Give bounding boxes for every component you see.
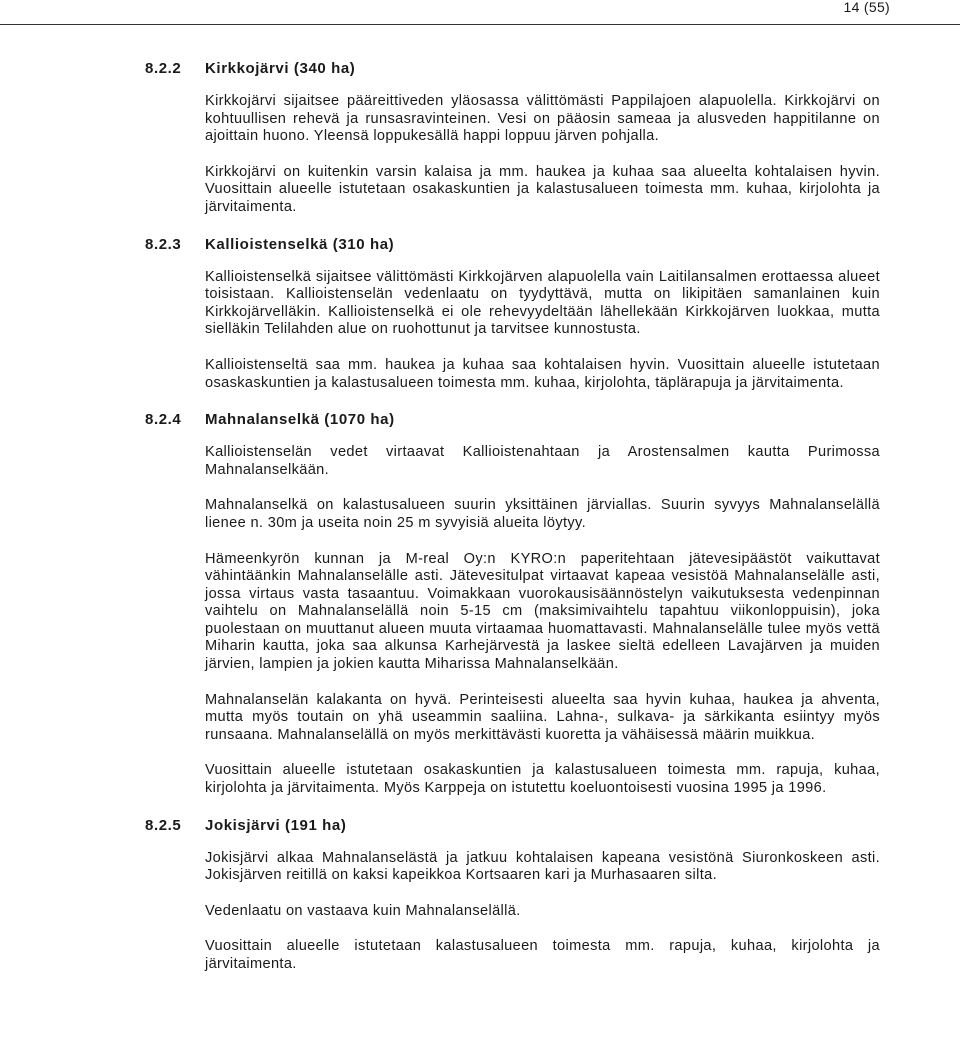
section-kallioistenselka [145, 235, 880, 393]
paragraph: Jokisjärvi alkaa Mahnalanselästä ja jatkuu kohtalaisen kapeana vesistönä Siuronkoskeen asti. Jokisjärven reitillä on kaksi kapeikkoa Kortsaaren kari ja Murhasaaren silta. [205, 849, 880, 884]
paragraph: Mahnalanselän kalakanta on hyvä. Perinteisesti alueelta saa hyvin kuhaa, haukea ja ahventa, mutta myös toutain on yhä useammin saaliina. Lahna-, sulkava- ja särkikanta esiintyy myös runsaana. Mahnalanselällä on myös merkittävästi kuoretta ja vähäisessä määrin muikkua. [205, 691, 880, 743]
section-mahnalanselka [145, 410, 880, 798]
section-heading [145, 410, 880, 430]
section-title: Kirkkojärvi (340 ha) [205, 60, 356, 77]
document-body [145, 59, 880, 974]
section-text [205, 444, 880, 798]
section-text [205, 269, 880, 393]
section-heading [145, 235, 880, 255]
paragraph: Mahnalanselkä on kalastusalueen suurin yksittäinen järviallas. Suurin syvyys Mahnalanselällä lienee n. 30m ja useita noin 25 m syvyisiä alueita löytyy. [205, 497, 880, 531]
paragraph: Kallioistenselkä sijaitsee välittömästi Kirkkojärven alapuolella vain Laitilansalmen erottaessa alueet toisistaan. Kallioistenselän vedenlaatu on tyydyttävä, mutta on likipitäen samanlainen kuin Kirkkojärvelläkin. Kallioistenselkä ei ole rehevyydeltään lähellekään Kirkkojärven luokkaa, mutta sielläkin Telilahden alue on ruohottunut ja tarvitsee kunnostusta. [205, 268, 880, 338]
paragraph: Kirkkojärvi sijaitsee pääreittiveden yläosassa välittömästi Pappilajoen alapuolella. Kirkkojärvi on kohtuullisen rehevä ja runsasravinteinen. Vesi on pääosin sameaa ja alusveden happitilanne on ajoittain huono. Yleensä loppukesällä happi loppuu järven pohjalla. [205, 93, 880, 145]
paragraph: Kirkkojärvi on kuitenkin varsin kalaisa ja mm. haukea ja kuhaa saa alueelta kohtalaisen hyvin. Vuosittain alueelle istutetaan osakaskuntien ja kalastusalueen toimesta mm. kuhaa, kirjolohta ja järvitaimenta. [205, 163, 880, 215]
section-title: Mahnalanselkä (1070 ha) [205, 411, 395, 429]
paragraph: Kallioistenselän vedet virtaavat Kallioistenahtaan ja Arostensalmen kautta Purimossa Mahnalanselkään. [205, 444, 880, 478]
header-rule [0, 24, 960, 25]
page-number: 14 (55) [843, 0, 890, 15]
section-kirkkojarvi [145, 59, 880, 217]
paragraph: Vuosittain alueelle istutetaan kalastusalueen toimesta mm. rapuja, kuhaa, kirjolohta ja järvitaimenta. [205, 938, 880, 972]
section-number: 8.2.3 [145, 235, 182, 253]
section-title: Jokisjärvi (191 ha) [205, 816, 347, 834]
paragraph: Hämeenkyrön kunnan ja M-real Oy:n KYRO:n paperitehtaan jätevesipäästöt vaikuttavat vähintäänkin Mahnalanselälle asti. Jätevesitulpat virtaavat kapeaa vesistöä Mahnalanselälle asti, jossa virtaus vasta tasaantuu. Voimakkaan vuorokausisäännöstelyn vaikutuksesta vedenpinnan vaihtelu on Mahnalanselällä noin 5-15 cm (maksimivaihtelu tapahtuu viikonloppuisin), joka puolestaan on muuttanut alueen muuta virtaamaa huomattavasti. Mahnalanselälle tulee myös vettä Miharin kautta, joka saa alkunsa Karhejärvestä ja laskee sieltä edelleen Lavajärven ja muiden järvien, lampien ja jokien kautta Miharissa Mahnalanselkään. [205, 550, 880, 673]
section-number: 8.2.2 [145, 60, 182, 77]
section-number: 8.2.5 [145, 816, 182, 834]
paragraph: Vedenlaatu on vastaava kuin Mahnalanselällä. [205, 902, 521, 919]
paragraph: Kallioistenseltä saa mm. haukea ja kuhaa saa kohtalaisen hyvin. Vuosittain alueelle istutetaan osaskaskuntien ja kalastusalueen toimesta mm. kuhaa, kirjolohta, täplärapuja ja järvitaimenta. [205, 356, 880, 391]
paragraph: Vuosittain alueelle istutetaan osakaskuntien ja kalastusalueen toimesta mm. rapuja, kuhaa, kirjolohta ja järvitaimenta. Myös Karppeja on istutettu koeluontoisesti vuosina 1995 ja 1996. [205, 762, 880, 797]
section-title: Kallioistenselkä (310 ha) [205, 235, 395, 253]
section-jokisjarvi [145, 816, 880, 974]
section-text [205, 850, 880, 974]
section-heading [145, 816, 880, 836]
section-heading [145, 59, 880, 79]
section-text [205, 93, 880, 217]
section-number: 8.2.4 [145, 411, 182, 429]
